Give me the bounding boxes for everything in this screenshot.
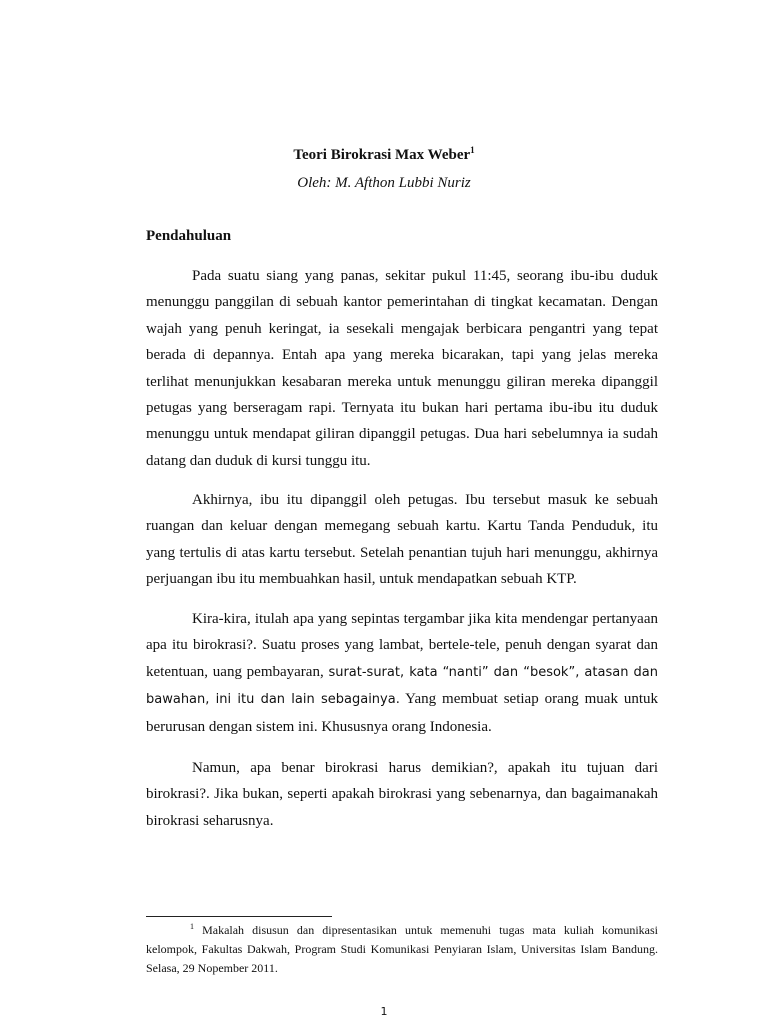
footnote-mark: 1 [190,922,194,931]
paragraph-3-part-2: surat-surat, kata “nanti” dan “besok”, atasan dan bawahan, ini itu dan lain sebagainya. [146,664,659,708]
paragraph-3-part-3: Yang membuat setiap orang muak untuk berurusan dengan sistem ini. Khususnya orang Indonesia. [146,691,658,735]
footnote-body [146,921,658,978]
title-text: Teori Birokrasi Max Weber [293,147,471,163]
paragraph-3 [146,606,658,740]
paragraph-1-block [146,263,658,474]
paragraph-2: Akhirnya, ibu itu dipanggil oleh petugas. Ibu tersebut masuk ke sebuah ruangan dan keluar dengan memegang sebuah kartu. Kartu Tanda Penduduk, itu yang tertulis di atas kartu tersebut. Setelah penantian tujuh hari menunggu, akhirnya perjuangan ibu itu membuahkan hasil, untuk mendapatkan sebuah KTP. [146,492,658,588]
document-title [0,145,768,165]
page-number: 1 [380,1005,388,1018]
paragraph-2-block [146,487,658,593]
paragraph-4: Namun, apa benar birokrasi harus demikian?, apakah itu tujuan dari birokrasi?. Jika bukan, seperti apakah birokrasi yang sebenarnya, dan bagaimanakah birokrasi seharusnya. [146,760,658,829]
section-heading: Pendahuluan [146,228,232,244]
paragraph-3-block [146,606,658,740]
footnote-divider [146,916,332,917]
paragraph-3-part-1: Kira-kira, itulah apa yang sepintas tergambar jika kita mendengar pertanyaan apa itu birokrasi?. Suatu proses yang lambat, bertele-tele, penuh dengan syarat dan ketentuan, uang pembayaran, [146,611,658,680]
footnote-text: Makalah disusun dan dipresentasikan untuk memenuhi tugas mata kuliah komunikasi kelompok, Fakultas Dakwah, Program Studi Komunikasi Penyiaran Islam, Universitas Islam Bandung. Selasa, 29 Nopember 2011. [146,923,658,975]
footnote [146,921,658,978]
title-footnote-mark: 1 [470,145,475,155]
paragraph-4-block [146,755,658,834]
paragraph-1: Pada suatu siang yang panas, sekitar pukul 11:45, seorang ibu-ibu duduk menunggu panggilan di sebuah kantor pemerintahan di tingkat kecamatan. Dengan wajah yang penuh keringat, ia sesekali mengajak berbicara pengantri yang tepat berada di depannya. Entah apa yang mereka bicarakan, tapi yang jelas mereka terlihat menunjukkan kesabaran mereka untuk menunggu giliran mereka dipanggil petugas yang berseragam rapi. Ternyata itu bukan hari pertama ibu-ibu itu duduk menunggu untuk mendapat giliran dipanggil petugas. Dua hari sebelumnya ia sudah datang dan duduk di kursi tunggu itu. [146,268,658,469]
document-author: Oleh: M. Afthon Lubbi Nuriz [297,175,471,191]
